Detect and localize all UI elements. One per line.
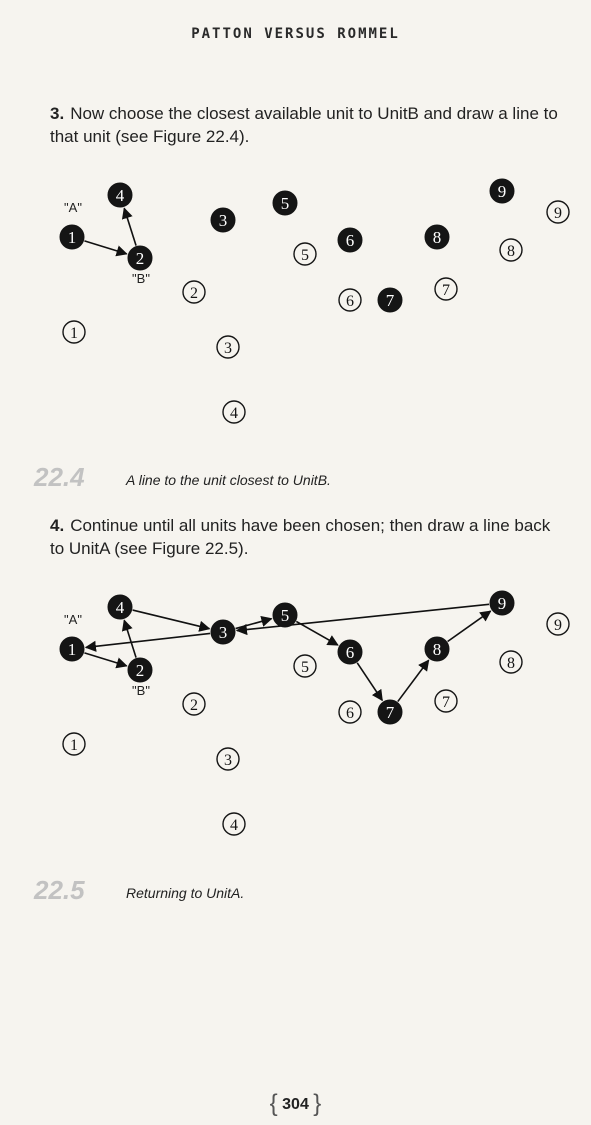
svg-text:9: 9 bbox=[554, 617, 562, 634]
figure-number: 22.4 bbox=[34, 462, 85, 492]
filled-unit-1 bbox=[60, 637, 84, 661]
outline-unit-2 bbox=[183, 693, 205, 715]
filled-unit-2 bbox=[128, 246, 152, 270]
figure-caption-22-5 bbox=[34, 875, 574, 909]
edge-3-1 bbox=[86, 633, 210, 647]
unit-a-label: "A" bbox=[64, 612, 82, 627]
svg-text:1: 1 bbox=[70, 737, 78, 754]
svg-text:8: 8 bbox=[432, 228, 442, 247]
unit-b-label: "B" bbox=[132, 271, 150, 286]
figure-22-5-diagram bbox=[0, 582, 591, 852]
svg-text:1: 1 bbox=[67, 640, 77, 659]
edge-1-2 bbox=[84, 653, 126, 666]
svg-text:7: 7 bbox=[385, 291, 395, 310]
outline-unit-9 bbox=[547, 201, 569, 223]
edge-6-7 bbox=[357, 663, 382, 701]
filled-unit-1 bbox=[60, 225, 84, 249]
filled-unit-2 bbox=[128, 658, 152, 682]
edge-1-2 bbox=[84, 241, 126, 254]
svg-text:9: 9 bbox=[497, 182, 507, 201]
filled-unit-6 bbox=[338, 228, 362, 252]
filled-unit-5 bbox=[273, 191, 297, 215]
edge-5-6 bbox=[296, 621, 338, 645]
outline-unit-3 bbox=[217, 336, 239, 358]
svg-text:3: 3 bbox=[224, 340, 232, 357]
unit-a-label: "A" bbox=[64, 200, 82, 215]
svg-text:7: 7 bbox=[385, 703, 395, 722]
svg-text:5: 5 bbox=[280, 194, 290, 213]
edge-4-3 bbox=[133, 610, 210, 629]
page-header: PATTON VERSUS ROMMEL bbox=[191, 26, 400, 42]
right-brace-icon: } bbox=[313, 1090, 322, 1117]
outline-unit-9 bbox=[547, 613, 569, 635]
filled-unit-9 bbox=[490, 591, 514, 615]
outline-unit-1 bbox=[63, 321, 85, 343]
outline-unit-4 bbox=[223, 401, 245, 423]
edge-7-8 bbox=[398, 660, 429, 701]
edge-8-9 bbox=[448, 611, 491, 641]
svg-text:8: 8 bbox=[507, 243, 515, 260]
svg-text:4: 4 bbox=[230, 405, 238, 422]
filled-unit-8 bbox=[425, 637, 449, 661]
caption-text: A line to the unit closest to UnitB. bbox=[126, 472, 331, 488]
outline-unit-5 bbox=[294, 655, 316, 677]
outline-unit-8 bbox=[500, 239, 522, 261]
svg-text:1: 1 bbox=[67, 228, 77, 247]
filled-unit-7 bbox=[378, 700, 402, 724]
svg-text:5: 5 bbox=[280, 606, 290, 625]
svg-text:2: 2 bbox=[190, 697, 198, 714]
svg-text:6: 6 bbox=[345, 231, 355, 250]
outline-unit-7 bbox=[435, 690, 457, 712]
svg-text:7: 7 bbox=[442, 282, 450, 299]
outline-unit-7 bbox=[435, 278, 457, 300]
svg-text:6: 6 bbox=[345, 643, 355, 662]
step-number: 4. bbox=[50, 516, 65, 535]
filled-unit-6 bbox=[338, 640, 362, 664]
svg-text:6: 6 bbox=[346, 705, 354, 722]
svg-text:6: 6 bbox=[346, 293, 354, 310]
svg-text:9: 9 bbox=[554, 205, 562, 222]
figure-caption-22-4 bbox=[34, 462, 574, 496]
outline-unit-6 bbox=[339, 289, 361, 311]
filled-unit-3 bbox=[211, 620, 235, 644]
edge-2-4 bbox=[124, 620, 136, 657]
svg-text:2: 2 bbox=[135, 249, 145, 268]
svg-text:8: 8 bbox=[432, 640, 442, 659]
step-4 bbox=[50, 514, 560, 560]
svg-text:3: 3 bbox=[224, 752, 232, 769]
outline-unit-3 bbox=[217, 748, 239, 770]
svg-text:5: 5 bbox=[301, 247, 309, 264]
step-number: 3. bbox=[50, 104, 65, 123]
svg-text:8: 8 bbox=[507, 655, 515, 672]
svg-text:3: 3 bbox=[218, 211, 228, 230]
page-number-text: 304 bbox=[282, 1096, 309, 1113]
svg-text:2: 2 bbox=[135, 661, 145, 680]
svg-text:4: 4 bbox=[115, 598, 125, 617]
svg-text:7: 7 bbox=[442, 694, 450, 711]
outline-unit-4 bbox=[223, 813, 245, 835]
outline-unit-1 bbox=[63, 733, 85, 755]
filled-unit-3 bbox=[211, 208, 235, 232]
outline-unit-2 bbox=[183, 281, 205, 303]
svg-text:5: 5 bbox=[301, 659, 309, 676]
left-brace-icon: { bbox=[269, 1090, 278, 1117]
step-text: Continue until all units have been chosen; then draw a line back to UnitA (see Figure 22.5). bbox=[50, 516, 551, 558]
step-3 bbox=[50, 102, 560, 148]
step-text: Now choose the closest available unit to UnitB and draw a line to that unit (see Figure 22.4). bbox=[50, 104, 558, 146]
outline-unit-8 bbox=[500, 651, 522, 673]
unit-b-label: "B" bbox=[132, 683, 150, 698]
outline-unit-5 bbox=[294, 243, 316, 265]
svg-text:3: 3 bbox=[218, 623, 228, 642]
caption-text: Returning to UnitA. bbox=[126, 885, 245, 901]
filled-unit-4 bbox=[108, 183, 132, 207]
filled-unit-5 bbox=[273, 603, 297, 627]
svg-text:2: 2 bbox=[190, 285, 198, 302]
outline-unit-6 bbox=[339, 701, 361, 723]
svg-text:1: 1 bbox=[70, 325, 78, 342]
filled-unit-4 bbox=[108, 595, 132, 619]
svg-text:4: 4 bbox=[230, 817, 238, 834]
figure-number: 22.5 bbox=[34, 875, 85, 905]
filled-unit-8 bbox=[425, 225, 449, 249]
svg-text:9: 9 bbox=[497, 594, 507, 613]
filled-unit-9 bbox=[490, 179, 514, 203]
page-number bbox=[0, 1090, 591, 1118]
edge-2-4 bbox=[124, 208, 136, 245]
filled-unit-7 bbox=[378, 288, 402, 312]
svg-text:4: 4 bbox=[115, 186, 125, 205]
figure-22-4-diagram bbox=[0, 170, 591, 440]
